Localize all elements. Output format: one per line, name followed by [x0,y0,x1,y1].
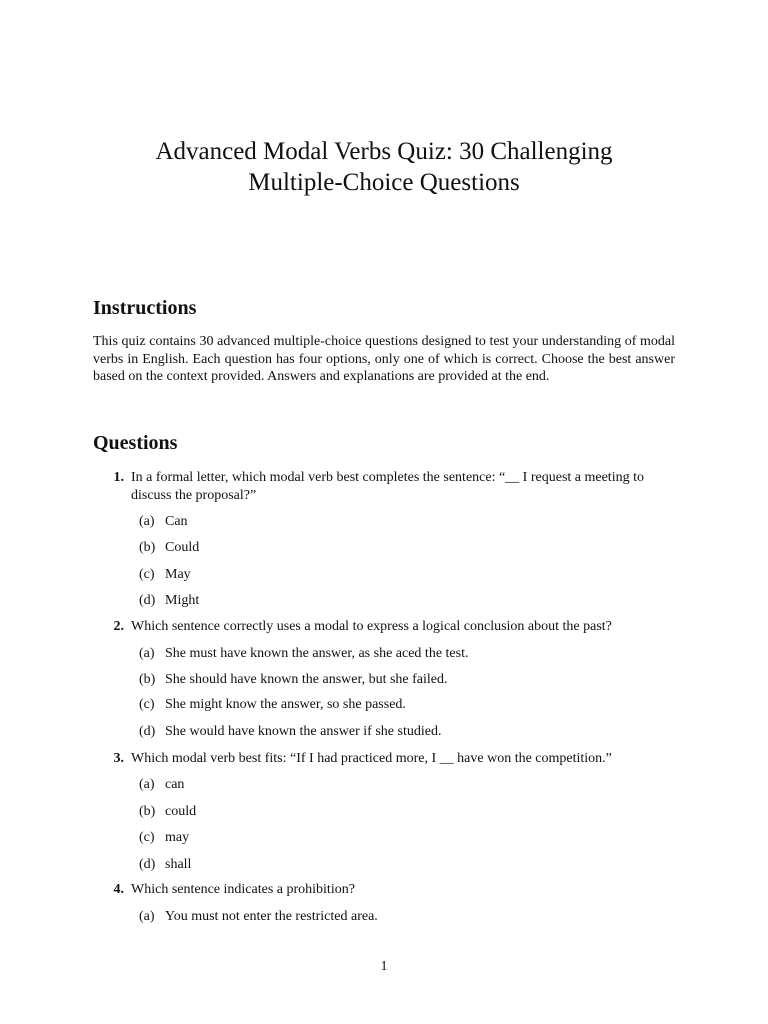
option-text: She would have known the answer if she studied. [165,724,442,739]
option-text: may [165,830,190,845]
option-text: She should have known the answer, but she failed. [165,672,448,687]
questions-heading: Questions [93,432,178,454]
question-number: 3. [113,751,124,766]
option-text: May [165,567,191,582]
option-text: She must have known the answer, as she aced the test. [165,646,469,661]
question-text: Which modal verb best fits: “If I had practiced more, I __ have won the competition.” [131,751,612,766]
option-letter: (a) [139,646,155,661]
title-line-1: Advanced Modal Verbs Quiz: 30 Challenging [155,138,613,165]
question-number: 1. [113,470,124,485]
option-text: Can [165,514,188,529]
title-line-2: Multiple-Choice Questions [248,169,520,196]
option-letter: (a) [139,909,155,924]
option-letter: (b) [139,804,156,819]
question-text: Which sentence indicates a prohibition? [131,882,355,897]
option-letter: (c) [139,830,155,845]
option-letter: (a) [139,514,155,529]
option-text: shall [165,857,192,872]
option-text: She might know the answer, so she passed. [165,697,406,712]
option-text: can [165,777,185,792]
option-letter: (d) [139,593,156,608]
question-number: 4. [113,882,124,897]
question-text: Which sentence correctly uses a modal to express a logical conclusion about the past? [131,619,612,634]
instructions-heading: Instructions [93,297,197,319]
option-letter: (c) [139,697,155,712]
option-letter: (d) [139,857,156,872]
option-letter: (a) [139,777,155,792]
instructions-text: This quiz contains 30 advanced multiple-choice questions designed to test your understanding of modal verbs in English. Each question has four options, only one of which is correct. Choose the best answer based on the context provided. Answers and explanations are provided at the end. [93,334,675,385]
option-letter: (b) [139,672,156,687]
question-text: In a formal letter, which modal verb best completes the sentence: “__ I request a meeting to discuss the proposal?” [131,470,644,503]
option-letter: (c) [139,567,155,582]
question-number: 2. [113,619,124,634]
option-letter: (d) [139,724,156,739]
option-text: could [165,804,197,819]
option-text: Might [165,593,200,608]
option-text: You must not enter the restricted area. [165,909,378,924]
document-title [0,136,768,198]
option-letter: (b) [139,540,156,555]
page-number: 1 [380,959,388,974]
option-text: Could [165,540,200,555]
